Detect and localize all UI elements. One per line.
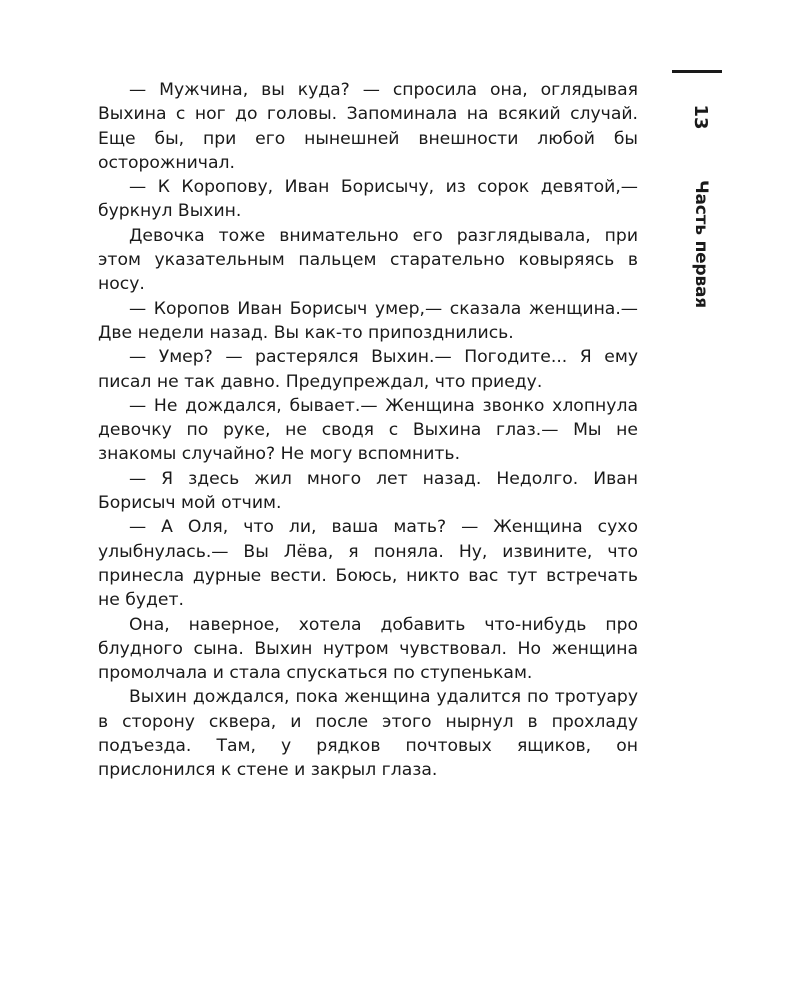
paragraph: — Я здесь жил много лет назад. Недолго. Иван Борисыч мой отчим. [98, 468, 638, 514]
paragraph: — К Коропову, Иван Борисычу, из сорок девятой,— буркнул Выхин. [98, 177, 638, 222]
paragraph: — Коропов Иван Борисыч умер,— сказала женщина.— Две недели назад. Вы как-то припозднились. [98, 298, 638, 343]
paragraph: Она, наверное, хотела добавить что-нибудь про блудного сына. Выхин нутром чувствовал. Но женщина промолчала и стала спускаться по ступенькам. [98, 614, 638, 684]
paragraph: — Умер? — растерялся Выхин.— Погодите... Я ему писал не так давно. Предупреждал, что приеду. [98, 347, 638, 392]
header-rule [672, 70, 722, 73]
body-text [98, 78, 638, 783]
paragraph: — Мужчина, вы куда? — спросила она, оглядывая Выхина с ног до головы. Запоминала на всякий случай. Еще бы, при его нынешней внешности любой бы осторожничал. [98, 80, 638, 173]
paragraph: — А Оля, что ли, ваша мать? — Женщина сухо улыбнулась.— Вы Лёва, я поняла. Ну, извините, что принесла дурные вести. Боюсь, никто вас тут встречать не будет. [98, 517, 638, 611]
paragraph: Выхин дождался, пока женщина удалится по тротуару в сторону сквера, и после этого нырнул в прохладу подъезда. Там, у рядков почтовых ящиков, он прислонился к стене и закрыл глаза. [98, 687, 638, 781]
page-number: 13 [690, 104, 711, 130]
running-section-title: Часть первая [691, 180, 711, 308]
paragraph: Девочка тоже внимательно его разглядывала, при этом указательным пальцем старательно ковыряясь в носу. [98, 225, 638, 295]
paragraph: — Не дождался, бывает.— Женщина звонко хлопнула девочку по руке, не сводя с Выхина глаз.— Мы не знакомы случайно? Не могу вспомнить. [98, 395, 638, 465]
